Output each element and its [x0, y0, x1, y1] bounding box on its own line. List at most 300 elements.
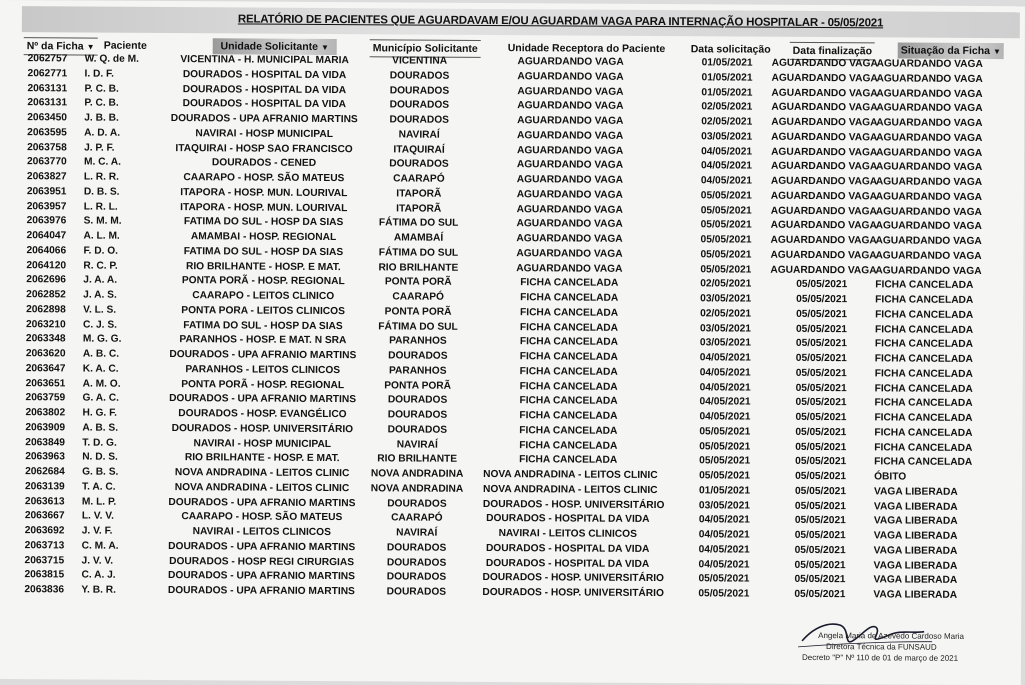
header-ficha[interactable]: Nº da Ficha ▼ — [24, 37, 98, 55]
unidade-cell: DOURADOS - HOSPITAL DA VIDA — [182, 68, 347, 81]
unidade-cell: RIO BRILHANTE - HOSP. E MAT. — [184, 452, 340, 465]
situacao-cell: AGUARDANDO VAGA — [875, 220, 982, 233]
paciente-cell: A. D. A. — [84, 127, 121, 139]
data-finalizacao-cell: 05/05/2021 — [795, 397, 847, 409]
header-data-finalizacao[interactable]: Data finalização — [790, 42, 875, 61]
unidade-cell: DOURADOS - CENED — [211, 157, 317, 170]
receptora-cell: FICHA CANCELADA — [520, 292, 619, 304]
unidade-cell: RIO BRILHANTE - HOSP. E MAT. — [185, 260, 341, 273]
situacao-cell: ÓBITO — [874, 471, 907, 483]
paciente-cell: C. A. J. — [81, 569, 116, 581]
data-finalizacao-cell: 05/05/2021 — [795, 338, 847, 350]
data-solicitacao-cell: 05/05/2021 — [698, 573, 750, 585]
data-solicitacao-cell: 05/05/2021 — [698, 588, 750, 600]
unidade-cell: DOURADOS - UPA AFRANIO MARTINS — [169, 349, 357, 362]
municipio-cell: DOURADOS — [386, 571, 447, 583]
receptora-cell: FICHA CANCELADA — [519, 439, 618, 452]
ficha-cell: 2063450 — [27, 112, 67, 124]
paciente-cell: F. D. O. — [83, 245, 119, 257]
situacao-cell: AGUARDANDO VAGA — [876, 102, 983, 115]
data-solicitacao-cell: 03/05/2021 — [700, 293, 752, 305]
dropdown-icon[interactable]: ▼ — [86, 42, 95, 52]
data-finalizacao-cell: 05/05/2021 — [795, 470, 847, 483]
unidade-cell: NOVA ANDRADINA - LEITOS CLINIC — [174, 481, 350, 494]
paciente-cell: L. V. V. — [81, 510, 114, 522]
municipio-cell: NAVIRAÍ — [396, 527, 438, 539]
unidade-cell: DOURADOS - HOSPITAL DA VIDA — [182, 83, 347, 96]
ficha-cell: 2063131 — [27, 82, 68, 94]
ficha-cell: 2063620 — [25, 348, 66, 360]
receptora-cell: AGUARDANDO VAGA — [517, 129, 624, 142]
situacao-cell: FICHA CANCELADA — [874, 382, 973, 395]
data-solicitacao-cell: 01/05/2021 — [701, 86, 753, 99]
ficha-cell: 2063715 — [24, 554, 65, 566]
paciente-cell: K. A. C. — [82, 363, 119, 375]
paciente-cell: S. M. M. — [83, 215, 122, 227]
receptora-cell: DOURADOS - HOSPITAL DA VIDA — [485, 557, 650, 570]
paciente-cell: R. C. P. — [83, 260, 118, 272]
receptora-cell: FICHA CANCELADA — [519, 395, 618, 408]
situacao-cell: FICHA CANCELADA — [874, 441, 973, 454]
situacao-cell: VAGA LIBERADA — [873, 574, 958, 587]
unidade-cell: AMAMBAI - HOSP. REGIONAL — [190, 231, 337, 244]
receptora-cell: NAVIRAI - LEITOS CLINICOS — [498, 528, 637, 540]
situacao-cell: VAGA LIBERADA — [873, 486, 958, 498]
paciente-cell: C. J. S. — [82, 319, 118, 331]
data-finalizacao-cell: 05/05/2021 — [794, 485, 847, 497]
ficha-cell: 2063139 — [24, 480, 65, 493]
signature-role: Diretora Técnica da FUNSAUD — [826, 642, 937, 652]
data-solicitacao-cell: 04/05/2021 — [699, 381, 751, 394]
municipio-cell: CAARAPÓ — [391, 512, 443, 524]
data-solicitacao-cell: 04/05/2021 — [700, 160, 753, 172]
receptora-cell: FICHA CANCELADA — [519, 321, 619, 334]
situacao-cell: FICHA CANCELADA — [874, 397, 973, 410]
ficha-cell: 2063827 — [26, 171, 67, 183]
data-solicitacao-cell: 05/05/2021 — [700, 263, 752, 276]
paciente-cell: M. L. P. — [81, 496, 117, 508]
paciente-cell: A. B. C. — [82, 348, 120, 360]
situacao-cell: FICHA CANCELADA — [875, 309, 974, 321]
unidade-cell: VICENTINA - H. MUNICIPAL MARIA — [180, 54, 349, 67]
municipio-cell: ITAPORÃ — [396, 188, 442, 200]
receptora-cell: AGUARDANDO VAGA — [516, 247, 623, 260]
paciente-cell: G. B. S. — [82, 466, 119, 478]
unidade-cell: FATIMA DO SUL - HOSP DA SIAS — [183, 216, 344, 229]
municipio-cell: RIO BRILHANTE — [378, 261, 459, 274]
municipio-cell: CAARAPÓ — [392, 291, 444, 303]
municipio-cell: ITAPORÃ — [396, 202, 442, 215]
receptora-cell: NOVA ANDRADINA - LEITOS CLINIC — [483, 468, 658, 482]
data-solicitacao-cell: 04/05/2021 — [698, 558, 750, 571]
ficha-cell: 2063802 — [25, 407, 66, 419]
receptora-cell: FICHA CANCELADA — [519, 424, 618, 437]
data-finalizacao-cell: 05/05/2021 — [796, 308, 848, 320]
receptora-cell: AGUARDANDO VAGA — [516, 218, 623, 231]
paciente-cell: J. A. S. — [83, 289, 117, 301]
data-solicitacao-cell: 03/05/2021 — [701, 131, 753, 143]
municipio-cell: DOURADOS — [389, 99, 450, 111]
data-finalizacao-cell: AGUARDANDO VAGA — [771, 116, 878, 129]
receptora-cell: DOURADOS - HOSP. UNIVERSITÁRIO — [482, 498, 665, 511]
paciente-cell: M. G. G. — [82, 333, 122, 345]
paciente-cell: L. R. L. — [83, 201, 118, 213]
paciente-cell: A. B. S. — [82, 422, 119, 434]
dropdown-icon[interactable]: ▼ — [320, 42, 329, 53]
paciente-cell: A. M. O. — [82, 378, 121, 390]
data-finalizacao-cell: AGUARDANDO VAGA — [770, 190, 878, 203]
ficha-cell: 2062852 — [26, 289, 66, 301]
data-solicitacao-cell: 03/05/2021 — [698, 499, 750, 512]
municipio-cell: ITAQUIRAÍ — [393, 143, 445, 156]
paciente-cell: J. A. A. — [83, 274, 118, 286]
ficha-cell: 2062757 — [27, 53, 68, 65]
situacao-cell: FICHA CANCELADA — [874, 368, 973, 380]
municipio-cell: CAARAPÓ — [393, 173, 445, 185]
data-solicitacao-cell: 02/05/2021 — [701, 101, 753, 113]
data-solicitacao-cell: 02/05/2021 — [700, 278, 752, 290]
data-solicitacao-cell: 04/05/2021 — [699, 352, 751, 364]
data-finalizacao-cell: AGUARDANDO VAGA — [770, 205, 877, 217]
paciente-cell: T. A. C. — [81, 481, 116, 493]
data-finalizacao-cell: AGUARDANDO VAGA — [770, 160, 878, 173]
municipio-cell: DOURADOS — [386, 556, 447, 569]
data-finalizacao-cell: 05/05/2021 — [795, 441, 847, 453]
situacao-cell: AGUARDANDO VAGA — [876, 146, 983, 159]
paciente-cell: J. V. F. — [81, 525, 113, 537]
paciente-cell: T. D. G. — [82, 437, 117, 449]
data-finalizacao-cell: 05/05/2021 — [795, 323, 848, 335]
unidade-cell: PONTA PORA - LEITOS CLINICOS — [181, 304, 345, 317]
data-solicitacao-cell: 01/05/2021 — [698, 485, 751, 497]
data-finalizacao-cell: 05/05/2021 — [796, 293, 848, 306]
data-solicitacao-cell: 05/05/2021 — [700, 219, 752, 231]
header-unidade[interactable]: Unidade Solicitante ▼ — [213, 38, 337, 55]
data-solicitacao-cell: 04/05/2021 — [699, 396, 751, 408]
municipio-cell: PONTA PORÃ — [384, 379, 452, 392]
situacao-cell: FICHA CANCELADA — [875, 294, 974, 306]
receptora-cell: FICHA CANCELADA — [519, 380, 618, 393]
ficha-cell: 2062898 — [26, 303, 66, 316]
unidade-cell: FATIMA DO SUL - HOSP DA SIAS — [183, 319, 343, 332]
municipio-cell: NAVIRAÍ — [396, 438, 438, 451]
ficha-cell: 2063131 — [27, 97, 68, 109]
situacao-cell: FICHA CANCELADA — [874, 323, 974, 336]
municipio-cell: FÁTIMA DO SUL — [378, 320, 458, 333]
paciente-cell: H. G. F. — [82, 407, 118, 419]
data-solicitacao-cell: 04/05/2021 — [699, 367, 751, 379]
situacao-cell: VAGA LIBERADA — [873, 559, 958, 572]
data-finalizacao-cell: AGUARDANDO VAGA — [770, 234, 877, 247]
receptora-cell: FICHA CANCELADA — [519, 454, 618, 467]
data-solicitacao-cell: 04/05/2021 — [698, 529, 750, 541]
situacao-cell: AGUARDANDO VAGA — [876, 87, 983, 100]
ficha-cell: 2063849 — [25, 436, 66, 448]
receptora-cell: AGUARDANDO VAGA — [517, 115, 624, 127]
data-solicitacao-cell: 05/05/2021 — [700, 234, 752, 246]
receptora-cell: AGUARDANDO VAGA — [516, 174, 624, 186]
situacao-cell: FICHA CANCELADA — [874, 353, 973, 365]
municipio-cell: PONTA PORÃ — [384, 306, 452, 318]
ficha-cell: 2062771 — [27, 67, 68, 80]
unidade-cell: PARANHOS - LEITOS CLINICOS — [185, 363, 341, 376]
ficha-cell: 2064120 — [26, 259, 67, 271]
receptora-cell: AGUARDANDO VAGA — [516, 203, 623, 216]
ficha-cell: 2063647 — [25, 362, 66, 375]
dropdown-icon[interactable]: ▼ — [992, 47, 1001, 57]
ficha-cell: 2063348 — [25, 333, 66, 345]
unidade-cell: DOURADOS - HOSPITAL DA VIDA — [182, 98, 347, 111]
paciente-cell: J. P. F. — [84, 142, 115, 154]
header-municipio[interactable]: Município Solicitante — [370, 39, 481, 58]
ficha-cell: 2063957 — [26, 200, 67, 212]
situacao-cell: FICHA CANCELADA — [874, 338, 974, 351]
header-data-solicitacao[interactable]: Data solicitação — [690, 43, 771, 56]
municipio-cell: DOURADOS — [389, 158, 449, 170]
data-finalizacao-cell: 05/05/2021 — [795, 426, 847, 438]
receptora-cell: DOURADOS - HOSP. UNIVERSITÁRIO — [482, 572, 665, 585]
unidade-cell: NAVIRAI - HOSP MUNICIPAL — [193, 437, 332, 450]
document-title: RELATÓRIO DE PACIENTES QUE AGUARDAVAM E/OU AGUARDAM VAGA PARA INTERNAÇÃO HOSPITALAR - 05/05/2021 — [237, 13, 884, 30]
receptora-cell: AGUARDANDO VAGA — [516, 144, 624, 157]
unidade-cell: NAVIRAI - LEITOS CLINICOS — [192, 526, 331, 539]
paciente-cell: D. B. S. — [83, 186, 120, 198]
data-solicitacao-cell: 04/05/2021 — [700, 175, 752, 187]
situacao-cell: AGUARDANDO VAGA — [875, 176, 983, 189]
paciente-cell: P. C. B. — [84, 83, 119, 95]
situacao-cell: FICHA CANCELADA — [874, 427, 973, 439]
situacao-cell: AGUARDANDO VAGA — [875, 161, 983, 174]
paciente-cell: W. Q. de M. — [84, 53, 140, 65]
municipio-cell: DOURADOS — [387, 424, 448, 436]
municipio-cell: DOURADOS — [386, 586, 447, 598]
situacao-cell: VAGA LIBERADA — [873, 589, 958, 601]
situacao-cell: VAGA LIBERADA — [873, 530, 958, 542]
ficha-cell: 2062684 — [25, 466, 65, 478]
paciente-cell: Y. B. R. — [81, 584, 116, 596]
situacao-cell: AGUARDANDO VAGA — [876, 58, 983, 71]
receptora-cell: FICHA CANCELADA — [520, 277, 619, 290]
signature-stamp — [792, 611, 965, 672]
situacao-cell: AGUARDANDO VAGA — [875, 235, 982, 248]
municipio-cell: AMAMBAÍ — [393, 232, 444, 244]
unidade-cell: DOURADOS - HOSP. UNIVERSITÁRIO — [171, 422, 354, 435]
header-receptora[interactable]: Unidade Receptora do Paciente — [507, 42, 666, 56]
receptora-cell: AGUARDANDO VAGA — [517, 70, 624, 83]
paciente-cell: P. C. B. — [84, 97, 119, 109]
situacao-cell: AGUARDANDO VAGA — [875, 250, 982, 262]
municipio-cell: VICENTINA — [392, 55, 448, 67]
unidade-cell: CAARAPO - HOSP. SÃO MATEUS — [181, 511, 343, 524]
data-finalizacao-cell: 05/05/2021 — [795, 367, 847, 379]
unidade-cell: ITAPORA - HOSP. MUN. LOURIVAL — [180, 201, 348, 214]
municipio-cell: PARANHOS — [389, 335, 447, 347]
unidade-cell: NOVA ANDRADINA - LEITOS CLINIC — [174, 467, 350, 480]
ficha-cell: 2063758 — [27, 141, 67, 153]
unidade-cell: FATIMA DO SUL - HOSP DA SIAS — [183, 245, 344, 258]
data-solicitacao-cell: 01/05/2021 — [701, 72, 753, 84]
data-solicitacao-cell: 03/05/2021 — [699, 337, 751, 349]
data-solicitacao-cell: 05/05/2021 — [700, 190, 752, 202]
municipio-cell: PARANHOS — [388, 365, 447, 377]
data-solicitacao-cell: 01/05/2021 — [701, 57, 753, 69]
ficha-cell: 2063613 — [24, 495, 65, 507]
situacao-cell: VAGA LIBERADA — [873, 500, 958, 513]
signature-decree: Decreto "P" Nº 110 de 01 de março de 2021 — [801, 652, 959, 663]
data-finalizacao-cell: AGUARDANDO VAGA — [771, 101, 878, 114]
signature-name: Angela Maria de Azevedo Cardoso Maria — [818, 631, 965, 641]
ficha-cell: 2063595 — [27, 126, 67, 139]
ficha-cell: 2063836 — [24, 584, 65, 596]
header-paciente[interactable]: Paciente — [103, 39, 147, 52]
header-situacao[interactable]: Situação da Ficha ▼ — [898, 42, 1004, 59]
ficha-cell: 2063770 — [26, 156, 67, 168]
data-solicitacao-cell: 04/05/2021 — [698, 514, 750, 526]
data-solicitacao-cell: 04/05/2021 — [701, 145, 753, 158]
unidade-cell: PONTA PORÃ - HOSP. REGIONAL — [181, 275, 345, 288]
data-solicitacao-cell: 05/05/2021 — [699, 440, 751, 453]
data-finalizacao-cell: AGUARDANDO VAGA — [771, 72, 878, 85]
ficha-cell: 2063759 — [25, 392, 66, 404]
municipio-cell: DOURADOS — [387, 497, 447, 510]
receptora-cell: AGUARDANDO VAGA — [516, 159, 624, 172]
data-finalizacao-cell: 05/05/2021 — [796, 279, 848, 291]
receptora-cell: DOURADOS - HOSP. UNIVERSITÁRIO — [482, 586, 664, 600]
data-solicitacao-cell: 02/05/2021 — [700, 308, 752, 320]
unidade-cell: CAARAPO - HOSP. SÃO MATEUS — [183, 172, 345, 185]
municipio-cell: DOURADOS — [388, 350, 448, 362]
unidade-cell: DOURADOS - UPA AFRANIO MARTINS — [167, 585, 355, 598]
unidade-cell: DOURADOS - UPA AFRANIO MARTINS — [169, 393, 357, 406]
ficha-cell: 2063692 — [24, 525, 65, 537]
data-finalizacao-cell: AGUARDANDO VAGA — [771, 146, 878, 158]
situacao-cell: VAGA LIBERADA — [873, 515, 958, 528]
paciente-cell: M. C. A. — [83, 156, 122, 168]
receptora-cell: DOURADOS - HOSPITAL DA VIDA — [485, 542, 650, 555]
paciente-cell: A. L. M. — [83, 230, 120, 242]
paciente-cell: C. M. A. — [81, 540, 119, 552]
ficha-cell: 2062696 — [26, 274, 66, 286]
paciente-cell: I. D. F. — [84, 68, 115, 80]
ficha-cell: 2063210 — [25, 318, 66, 330]
ficha-cell: 2063951 — [26, 185, 67, 198]
situacao-cell: AGUARDANDO VAGA — [875, 191, 983, 203]
receptora-cell: FICHA CANCELADA — [520, 306, 619, 319]
ficha-cell: 2063815 — [24, 569, 65, 581]
data-finalizacao-cell: AGUARDANDO VAGA — [770, 249, 877, 262]
receptora-cell: AGUARDANDO VAGA — [517, 100, 624, 113]
data-finalizacao-cell: 05/05/2021 — [795, 352, 847, 365]
municipio-cell: DOURADOS — [387, 409, 448, 421]
receptora-cell: FICHA CANCELADA — [519, 336, 618, 349]
unidade-cell: DOURADOS - UPA AFRANIO MARTINS — [170, 113, 358, 126]
data-finalizacao-cell: 05/05/2021 — [795, 382, 847, 394]
unidade-cell: DOURADOS - UPA AFRANIO MARTINS — [168, 496, 356, 509]
paciente-cell: G. A. C. — [82, 392, 120, 404]
data-finalizacao-cell: 05/05/2021 — [794, 588, 846, 601]
unidade-cell: ITAPORA - HOSP. MUN. LOURIVAL — [180, 186, 348, 199]
data-finalizacao-cell: AGUARDANDO VAGA — [770, 264, 877, 276]
municipio-cell: DOURADOS — [389, 114, 450, 126]
situacao-cell: AGUARDANDO VAGA — [876, 73, 983, 85]
data-solicitacao-cell: 05/05/2021 — [700, 204, 752, 217]
municipio-cell: DOURADOS — [389, 84, 450, 97]
ficha-cell: 2063963 — [25, 451, 65, 463]
situacao-cell: FICHA CANCELADA — [875, 279, 974, 292]
data-solicitacao-cell: 02/05/2021 — [701, 116, 753, 128]
data-solicitacao-cell: 05/05/2021 — [700, 249, 752, 261]
data-solicitacao-cell: 03/05/2021 — [699, 322, 752, 335]
unidade-cell: ITAQUIRAI - HOSP SAO FRANCISCO — [175, 142, 353, 155]
situacao-cell: AGUARDANDO VAGA — [876, 117, 983, 130]
municipio-cell: FÁTIMA DO SUL — [378, 247, 459, 259]
receptora-cell: AGUARDANDO VAGA — [517, 56, 624, 68]
data-solicitacao-cell: 04/05/2021 — [698, 544, 750, 556]
data-finalizacao-cell: 05/05/2021 — [794, 574, 846, 586]
municipio-cell: DOURADOS — [389, 70, 450, 82]
receptora-cell: FICHA CANCELADA — [519, 365, 618, 378]
unidade-cell: DOURADOS - UPA AFRANIO MARTINS — [168, 540, 356, 553]
data-solicitacao-cell: 05/05/2021 — [699, 426, 751, 438]
unidade-cell: CAARAPO - LEITOS CLINICO — [192, 290, 335, 303]
data-finalizacao-cell: AGUARDANDO VAGA — [770, 175, 878, 188]
paciente-cell: J. B. B. — [84, 112, 119, 124]
municipio-cell: DOURADOS — [387, 394, 448, 406]
municipio-cell: NAVIRAÍ — [398, 129, 440, 141]
receptora-cell: AGUARDANDO VAGA — [516, 188, 623, 201]
data-finalizacao-cell: 05/05/2021 — [795, 456, 847, 468]
situacao-cell: AGUARDANDO VAGA — [875, 264, 982, 277]
ficha-cell: 2064047 — [26, 230, 67, 242]
data-finalizacao-cell: 05/05/2021 — [794, 529, 846, 542]
data-finalizacao-cell: AGUARDANDO VAGA — [771, 87, 878, 99]
data-finalizacao-cell: AGUARDANDO VAGA — [771, 131, 878, 144]
municipio-cell: PONTA PORÃ — [384, 276, 452, 289]
municipio-cell: DOURADOS — [386, 542, 447, 554]
ficha-cell: 2064066 — [26, 244, 67, 257]
situacao-cell: FICHA CANCELADA — [874, 412, 973, 424]
data-finalizacao-cell: 05/05/2021 — [794, 544, 846, 556]
receptora-cell: NOVA ANDRADINA - LEITOS CLINIC — [482, 483, 658, 496]
paciente-cell: L. R. R. — [83, 171, 120, 183]
unidade-cell: DOURADOS - HOSP REGI CIRURGIAS — [169, 555, 355, 568]
receptora-cell: DOURADOS - HOSPITAL DA VIDA — [486, 513, 650, 526]
receptora-cell: AGUARDANDO VAGA — [516, 262, 623, 275]
paciente-cell: N. D. S. — [82, 451, 118, 463]
data-solicitacao-cell: 05/05/2021 — [699, 455, 751, 467]
data-finalizacao-cell: 05/05/2021 — [794, 559, 846, 571]
situacao-cell: AGUARDANDO VAGA — [875, 205, 982, 218]
data-solicitacao-cell: 04/05/2021 — [699, 411, 751, 423]
ficha-cell: 2063651 — [25, 377, 66, 389]
data-finalizacao-cell: 05/05/2021 — [795, 411, 847, 424]
ficha-cell: 2063976 — [26, 215, 67, 227]
situacao-cell: AGUARDANDO VAGA — [876, 132, 983, 144]
ficha-cell: 2063667 — [24, 510, 65, 522]
situacao-cell: FICHA CANCELADA — [874, 456, 973, 469]
data-solicitacao-cell: 05/05/2021 — [699, 470, 751, 482]
municipio-cell: RIO BRILHANTE — [377, 453, 458, 466]
ficha-cell: 2063713 — [24, 539, 65, 552]
receptora-cell: AGUARDANDO VAGA — [517, 85, 624, 98]
unidade-cell: DOURADOS - HOSP. EVANGÉLICO — [178, 408, 347, 421]
unidade-cell: NAVIRAI - HOSP MUNICIPAL — [195, 127, 333, 140]
paciente-cell: V. L. S. — [83, 304, 117, 316]
municipio-cell: FÁTIMA DO SUL — [378, 217, 459, 230]
municipio-cell: NOVA ANDRADINA — [370, 468, 464, 480]
situacao-cell: VAGA LIBERADA — [873, 545, 958, 557]
unidade-cell: PARANHOS - HOSP. E MAT. N SRA — [179, 334, 347, 347]
